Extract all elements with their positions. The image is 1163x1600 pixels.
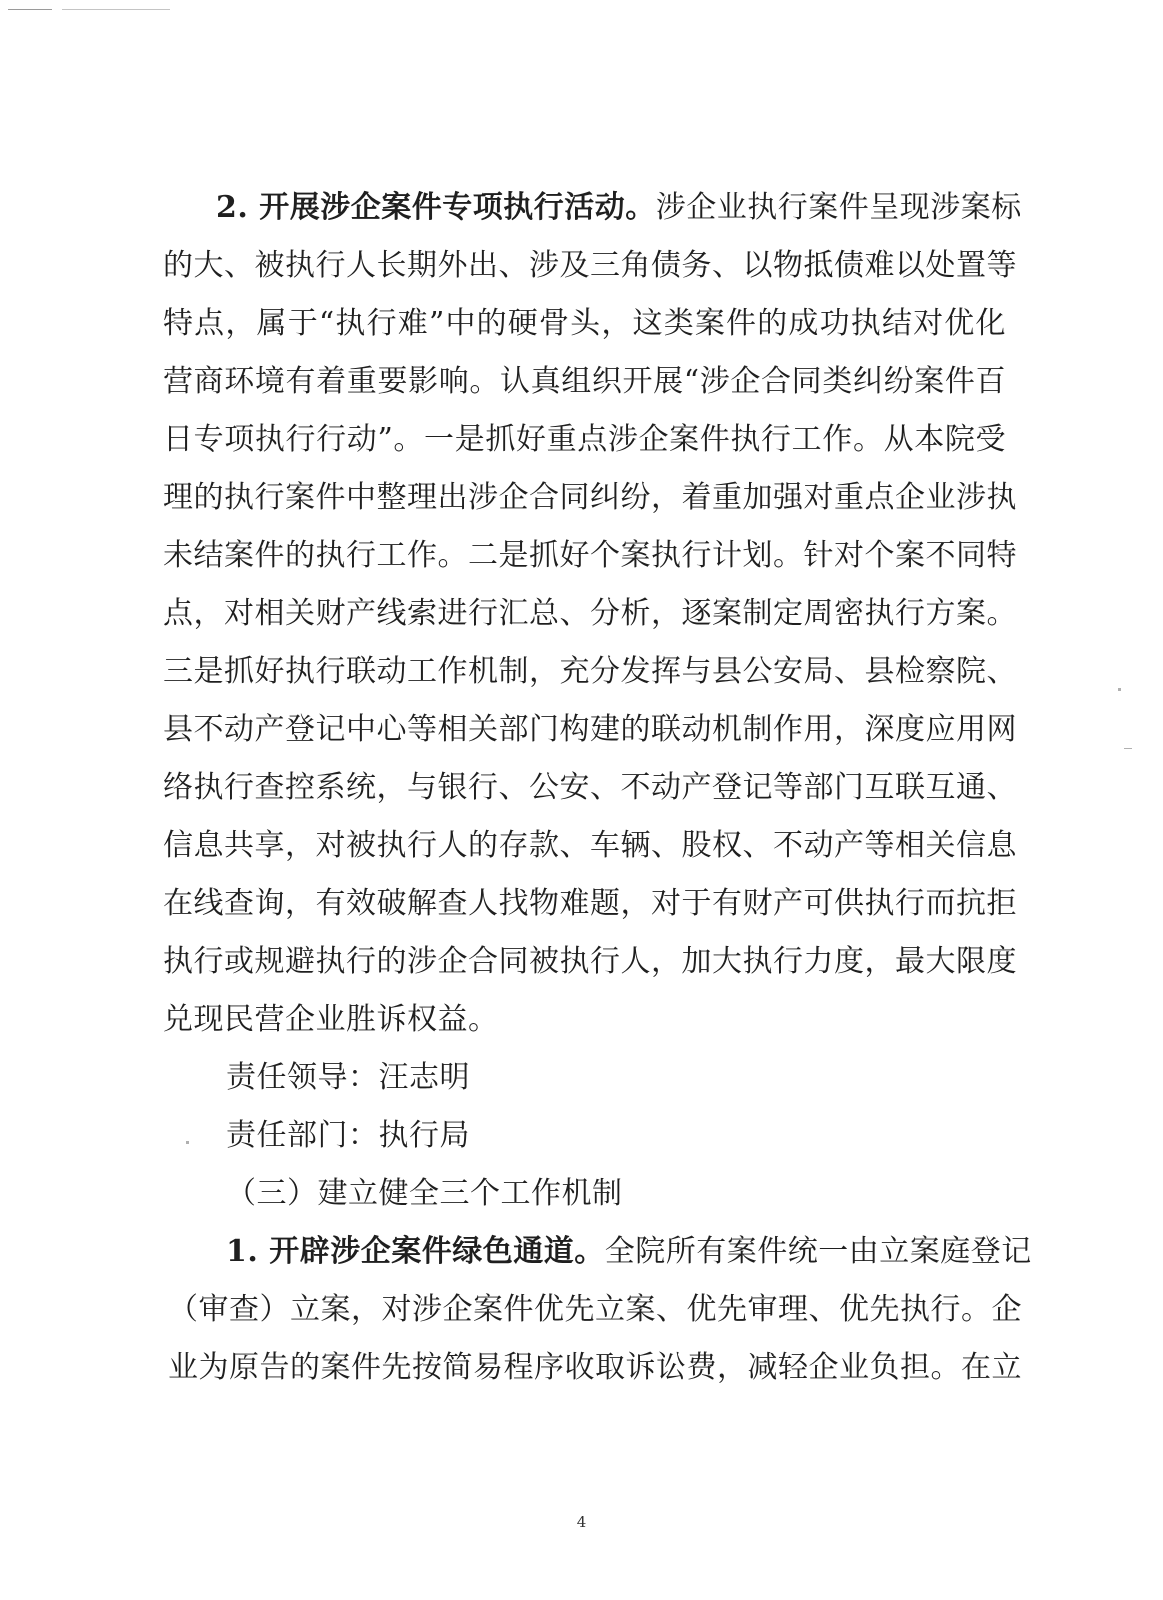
paragraph-text: 全院所有案件统一由立案庭登记 [604, 1234, 1032, 1269]
paragraph-line: 县不动产登记中心等相关部门构建的联动机制作用，深度应用网 [163, 712, 1017, 747]
page-number: 4 [576, 1513, 587, 1531]
paragraph-line: 点，对相关财产线索进行汇总、分析，逐案制定周密执行方案。 [163, 596, 1017, 631]
paragraph-line: 业为原告的案件先按简易程序收取诉讼费，减轻企业负担。在立 [168, 1350, 1022, 1385]
paragraph-line: 特点，属于“执行难”中的硬骨头，这类案件的成功执结对优化 [163, 306, 1006, 341]
paragraph-line [226, 1232, 1032, 1272]
paragraph-line: 三是抓好执行联动工作机制，充分发挥与县公安局、县检察院、 [163, 654, 1017, 689]
paragraph-line: 信息共享，对被执行人的存款、车辆、股权、不动产等相关信息 [163, 828, 1017, 863]
paragraph-line: 兑现民营企业胜诉权益。 [163, 1002, 499, 1037]
scan-speck [1124, 748, 1132, 749]
section-heading: （三）建立健全三个工作机制 [226, 1176, 623, 1211]
paragraph-line: 未结案件的执行工作。二是抓好个案执行计划。针对个案不同特 [163, 538, 1017, 573]
scan-speck [186, 1141, 189, 1144]
scan-artifact-line [8, 9, 52, 10]
paragraph-heading: 2. 开展涉企案件专项执行活动。 [216, 190, 656, 225]
scan-speck [1118, 688, 1121, 691]
scan-artifact-line [62, 9, 170, 10]
paragraph-text: 涉企业执行案件呈现涉案标 [655, 190, 1022, 225]
paragraph-line: 在线查询，有效破解查人找物难题，对于有财产可供执行而抗拒 [163, 886, 1017, 921]
paragraph-line: 营商环境有着重要影响。认真组织开展“涉企合同类纠纷案件百 [163, 364, 1006, 399]
responsible-department: 责任部门：执行局 [226, 1118, 470, 1153]
responsible-leader: 责任领导：汪志明 [226, 1060, 470, 1095]
paragraph-line: 日专项执行行动”。一是抓好重点涉企案件执行工作。从本院受 [163, 422, 1006, 457]
paragraph-line: 理的执行案件中整理出涉企合同纠纷，着重加强对重点企业涉执 [163, 480, 1017, 515]
paragraph-line: （审查）立案，对涉企案件优先立案、优先审理、优先执行。企 [168, 1292, 1022, 1327]
paragraph-line [216, 188, 1022, 228]
paragraph-heading: 1. 开辟涉企案件绿色通道。 [226, 1234, 605, 1269]
paragraph-line: 执行或规避执行的涉企合同被执行人，加大执行力度，最大限度 [163, 944, 1017, 979]
paragraph-line: 的大、被执行人长期外出、涉及三角债务、以物抵债难以处置等 [163, 248, 1017, 283]
paragraph-line: 络执行查控系统，与银行、公安、不动产登记等部门互联互通、 [163, 770, 1017, 805]
